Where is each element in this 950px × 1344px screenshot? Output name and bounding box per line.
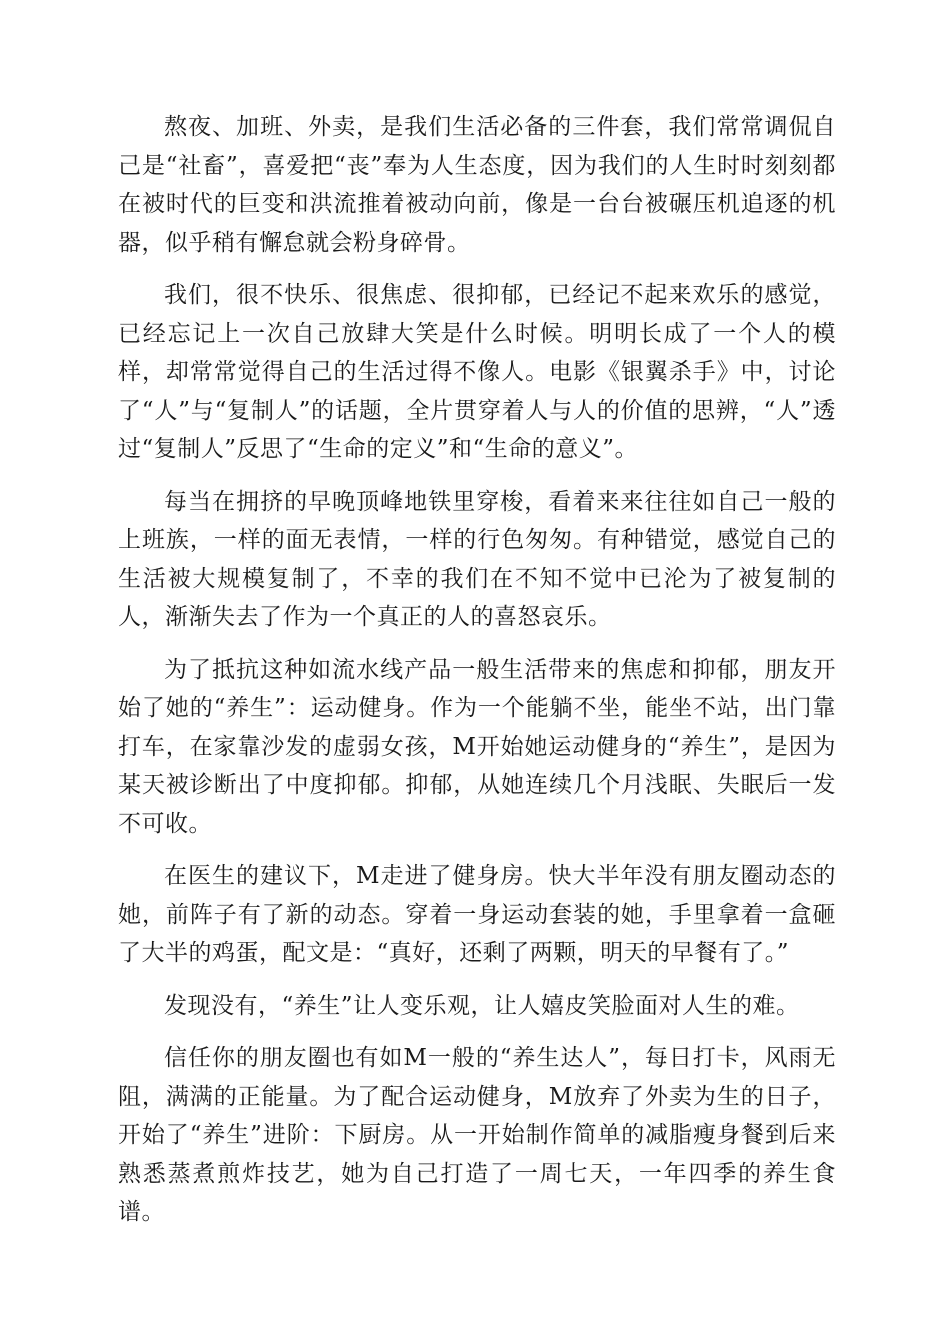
paragraph-3: 每当在拥挤的早晚顶峰地铁里穿梭，看着来来往往如自己一般的上班族，一样的面无表情，一样的行色匆匆。有种错觉，感觉自己的生活被大规模复制了，不幸的我们在不知不觉中已沦为了被复制的人，渐渐失去了作为一个真正的人的喜怒哀乐。: [118, 488, 836, 630]
paragraph-4: 为了抵抗这种如流水线产品一般生活带来的焦虑和抑郁，朋友开始了她的“养生”：运动健身。作为一个能躺不坐，能坐不站，出门靠打车，在家靠沙发的虚弱女孩，M开始她运动健身的“养生”，是因为某天被诊断出了中度抑郁。抑郁，从她连续几个月浅眠、失眠后一发不可收。: [118, 656, 836, 837]
paragraph-6: 发现没有，“养生”让人变乐观，让人嬉皮笑脸面对人生的难。: [164, 992, 800, 1019]
article-body: [118, 108, 836, 1246]
paragraph-5: 在医生的建议下，M走进了健身房。快大半年没有朋友圈动态的她，前阵子有了新的动态。穿着一身运动套装的她，手里拿着一盒砸了大半的鸡蛋，配文是：“真好，还剩了两颗，明天的早餐有了。”: [118, 863, 836, 966]
paragraph-1: 熬夜、加班、外卖，是我们生活必备的三件套，我们常常调侃自己是“社畜”，喜爱把“丧”奉为人生态度，因为我们的人生时时刻刻都在被时代的巨变和洪流推着被动向前，像是一台台被碾压机追逐的机器，似乎稍有懈怠就会粉身碎骨。: [118, 114, 836, 256]
paragraph-7: 信任你的朋友圈也有如M一般的“养生达人”，每日打卡，风雨无阻，满满的正能量。为了配合运动健身，M放弃了外卖为生的日子，开始了“养生”进阶：下厨房。从一开始制作简单的减脂瘦身餐到后来熟悉蒸煮煎炸技艺，她为自己打造了一周七天，一年四季的养生食谱。: [118, 1045, 836, 1225]
paragraph-2: 我们，很不快乐、很焦虑、很抑郁，已经记不起来欢乐的感觉，已经忘记上一次自己放肆大笑是什么时候。明明长成了一个人的模样，却常常觉得自己的生活过得不像人。电影《银翼杀手》中，讨论了“人”与“复制人”的话题，全片贯穿着人与人的价值的思辨，“人”透过“复制人”反思了“生命的定义”和“生命的意义”。: [118, 282, 836, 462]
